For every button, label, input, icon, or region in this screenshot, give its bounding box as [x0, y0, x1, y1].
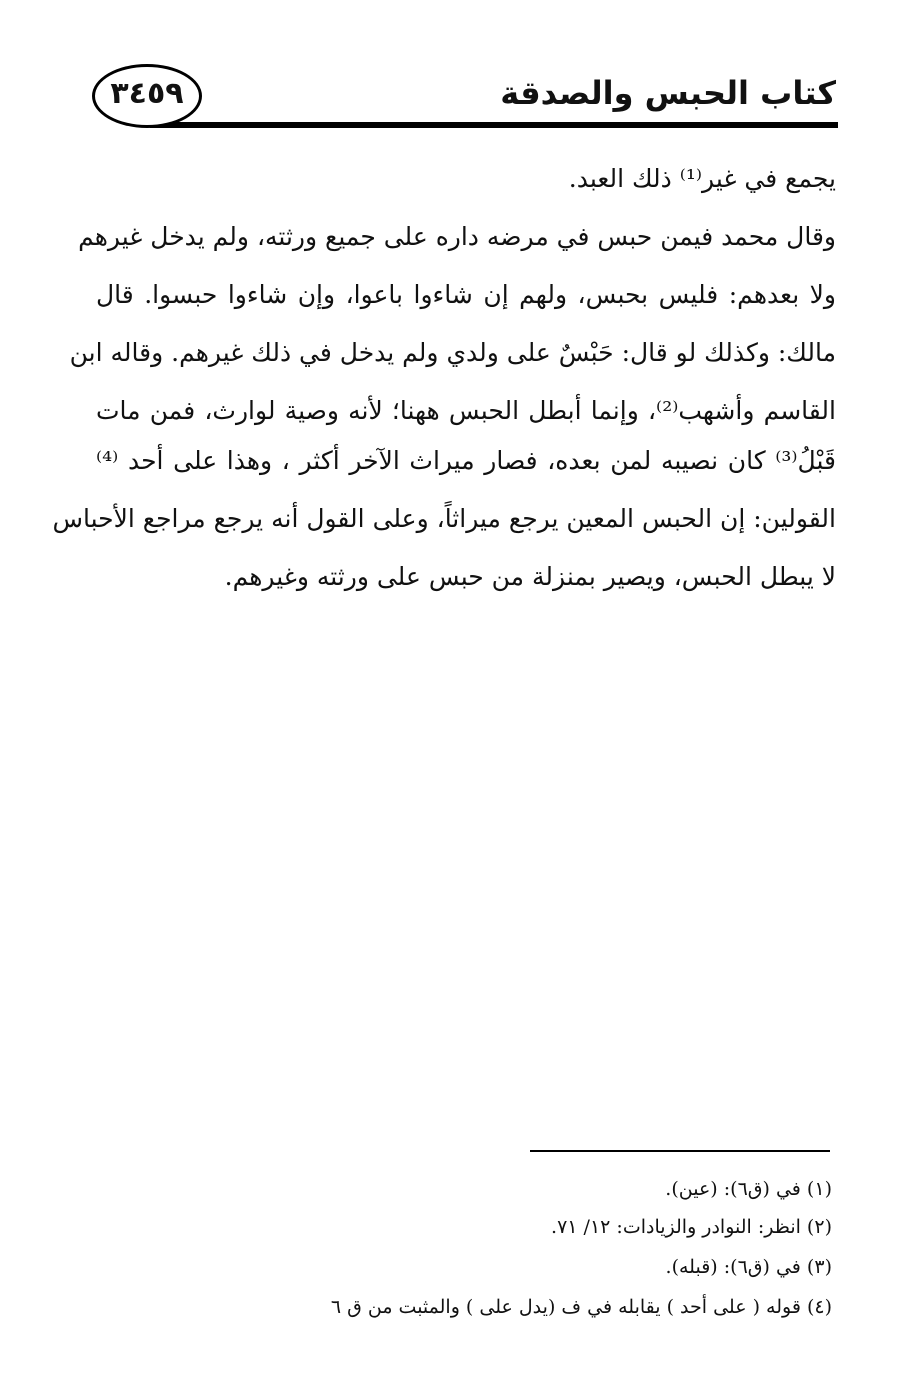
body-line: قَبْلُ⁽³⁾ كان نصيبه لمن بعده، فصار ميراث الآخر أكثر ، وهذا على أحد ⁽⁴⁾ [96, 446, 836, 475]
page-number: ٣٤٥٩ [110, 76, 184, 111]
footnote: (٤) قوله ( على أحد ) يقابله في ف (يدل على ) والمثبت من ق ٦ [330, 1296, 832, 1318]
body-line: مالك: وكذلك لو قال: حَبْسٌ على ولدي ولم يدخل في ذلك غيرهم. وقاله ابن [69, 338, 836, 367]
body-line: وقال محمد فيمن حبس في مرضه داره على جميع ورثته، ولم يدخل غيرهم [78, 222, 836, 251]
body-line: لا يبطل الحبس، ويصير بمنزلة من حبس على ورثته وغيرهم. [224, 562, 836, 591]
header-rule [150, 122, 838, 128]
body-line: ولا بعدهم: فليس بحبس، ولهم إن شاءوا باعوا، وإن شاءوا حبسوا. قال [96, 280, 836, 309]
footnote: (١) في (ق٦): (عين). [665, 1178, 832, 1200]
footnote: (٣) في (ق٦): (قبله). [665, 1256, 832, 1278]
body-line: القولين: إن الحبس المعين يرجع ميراثاً، وعلى القول أنه يرجع مراجع الأحباس [52, 504, 836, 533]
footnote: (٢) انظر: النوادر والزيادات: ١٢/ ٧١. [551, 1216, 832, 1238]
book-title: كتاب الحبس والصدقة [500, 74, 836, 112]
body-line: يجمع في غير⁽¹⁾ ذلك العبد. [568, 164, 836, 193]
footnote-separator [530, 1150, 830, 1152]
body-line: القاسم وأشهب⁽²⁾، وإنما أبطل الحبس ههنا؛ لأنه وصية لوارث، فمن مات [96, 396, 836, 425]
